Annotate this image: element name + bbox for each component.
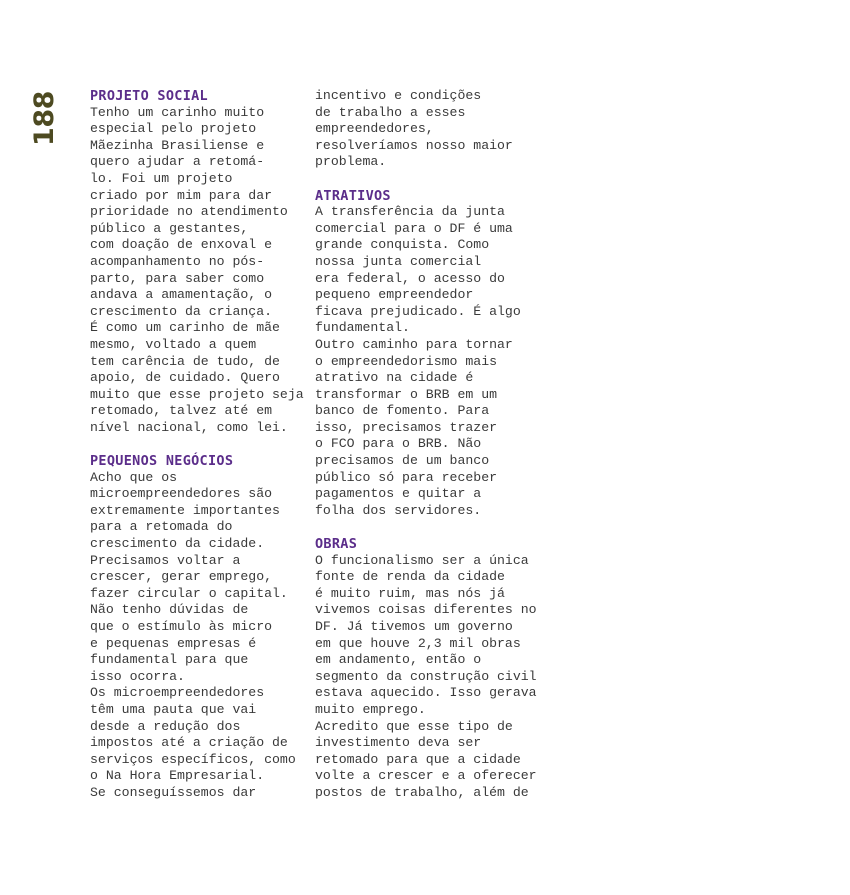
body-text-line: empreendedores, [315, 121, 434, 137]
body-text-line: crescimento da criança. [90, 303, 273, 319]
body-text-line: fundamental para que [90, 652, 249, 668]
body-text-line: público a gestantes, [90, 220, 249, 236]
article-section [315, 188, 537, 520]
section-spacer [315, 171, 537, 188]
body-text-line: precisamos de um banco [315, 453, 490, 469]
body-text-line: parto, para saber como [90, 270, 265, 286]
body-text-line: Acredito que esse tipo de [315, 718, 513, 734]
body-text-line: para a retomada do [90, 519, 233, 535]
body-text-line: crescimento da cidade. [90, 536, 265, 552]
body-text-line: de trabalho a esses [315, 104, 466, 120]
body-text-line: lo. Foi um projeto [90, 170, 233, 186]
body-text-line: quero ajudar a retomá- [90, 154, 265, 170]
body-text-line: retomado para que a cidade [315, 751, 521, 767]
body-text-line: crescer, gerar emprego, [90, 569, 273, 585]
body-text-line: Precisamos voltar a [90, 552, 241, 568]
body-text-line: fazer circular o capital. [90, 585, 288, 601]
body-text-line: nossa junta comercial [315, 253, 482, 269]
body-text-line: O funcionalismo ser a única [315, 552, 529, 568]
body-text-line: nível nacional, como lei. [90, 419, 288, 435]
body-text-line: postos de trabalho, além de [315, 784, 529, 800]
body-text-line: impostos até a criação de [90, 735, 288, 751]
body-text-line: comercial para o DF é uma [315, 220, 513, 236]
body-text-line: e pequenas empresas é [90, 635, 257, 651]
body-text-line: problema. [315, 154, 387, 170]
body-text-line: prioridade no atendimento [90, 204, 288, 220]
body-text-line: pagamentos e quitar a [315, 486, 482, 502]
body-text-line: resolveríamos nosso maior [315, 137, 513, 153]
body-text-line: serviços específicos, como [90, 751, 296, 767]
section-heading: PEQUENOS NEGÓCIOS [90, 453, 234, 470]
body-text-line: andava a amamentação, o [90, 287, 273, 303]
body-text-line: vivemos coisas diferentes no [315, 602, 537, 618]
body-text-line: grande conquista. Como [315, 237, 490, 253]
body-text-line: muito emprego. [315, 701, 426, 717]
body-text-line: volte a crescer e a oferecer [315, 768, 537, 784]
body-text-line: acompanhamento no pós- [90, 253, 265, 269]
body-text-line: fundamental. [315, 320, 410, 336]
section-spacer [90, 436, 305, 453]
body-text-line: Outro caminho para tornar [315, 336, 513, 352]
continued-paragraph [315, 88, 537, 171]
section-heading: PROJETO SOCIAL [90, 88, 208, 104]
body-text-line: transformar o BRB em um [315, 386, 498, 402]
body-text-line: desde a redução dos [90, 718, 241, 734]
body-text-line: com doação de enxoval e [90, 237, 273, 253]
article-section [315, 536, 537, 802]
body-text-line: estava aquecido. Isso gerava [315, 685, 537, 701]
article-section [90, 88, 305, 436]
body-text-line: banco de fomento. Para [315, 403, 490, 419]
section-heading: OBRAS [315, 536, 358, 553]
body-text-line: é muito ruim, mas nós já [315, 585, 505, 601]
section-spacer [315, 519, 537, 536]
body-text-line: o FCO para o BRB. Não [315, 436, 482, 452]
body-text-line: É como um carinho de mãe [90, 320, 280, 336]
body-text-line: o Na Hora Empresarial. [90, 768, 265, 784]
body-text-line: Não tenho dúvidas de [90, 602, 249, 618]
body-text-line: Acho que os [90, 469, 178, 485]
body-text-line: atrativo na cidade é [315, 370, 474, 386]
article-section [90, 453, 305, 801]
body-text-line: isso ocorra. [90, 668, 185, 684]
body-text-line: têm uma pauta que vai [90, 701, 257, 717]
body-text-line: Tenho um carinho muito [90, 104, 265, 120]
body-text-line: segmento da construção civil [315, 668, 537, 684]
body-text-line: muito que esse projeto seja [90, 386, 304, 402]
body-text-line: fonte de renda da cidade [315, 569, 505, 585]
body-text-line: era federal, o acesso do [315, 270, 505, 286]
page-number [22, 88, 66, 148]
body-text-line: tem carência de tudo, de [90, 353, 280, 369]
body-text-line: DF. Já tivemos um governo [315, 619, 513, 634]
body-text-line: microempreendedores são [90, 486, 273, 502]
body-text-line: A transferência da junta [315, 204, 505, 220]
page-number-text: 188 [28, 90, 60, 146]
body-text-line: incentivo e condições [315, 88, 482, 103]
body-text-line: extremamente importantes [90, 502, 280, 518]
body-text-line: criado por mim para dar [90, 187, 273, 203]
body-text-line: especial pelo projeto [90, 121, 257, 137]
body-text-line: isso, precisamos trazer [315, 419, 498, 435]
section-heading: ATRATIVOS [315, 187, 391, 204]
body-text-line: investimento deva ser [315, 735, 482, 751]
body-text-line: retomado, talvez até em [90, 403, 273, 419]
body-text-line: Se conseguíssemos dar [90, 784, 257, 800]
body-text-line: pequeno empreendedor [315, 287, 474, 303]
body-text-line: público só para receber [315, 469, 498, 485]
body-text-line: mesmo, voltado a quem [90, 336, 257, 352]
body-text-line: Os microempreendedores [90, 685, 265, 701]
body-text-line: em andamento, então o [315, 652, 482, 668]
body-text-line: ficava prejudicado. É algo [315, 303, 521, 319]
right-column [315, 88, 537, 802]
body-text-line: o empreendedorismo mais [315, 353, 498, 369]
body-text-line: apoio, de cuidado. Quero [90, 370, 280, 386]
body-text-line: Mãezinha Brasiliense e [90, 137, 265, 153]
body-text-line: folha dos servidores. [315, 502, 482, 518]
body-text-line: em que houve 2,3 mil obras [315, 635, 521, 651]
left-column [90, 88, 305, 802]
body-text-line: que o estímulo às micro [90, 619, 273, 634]
